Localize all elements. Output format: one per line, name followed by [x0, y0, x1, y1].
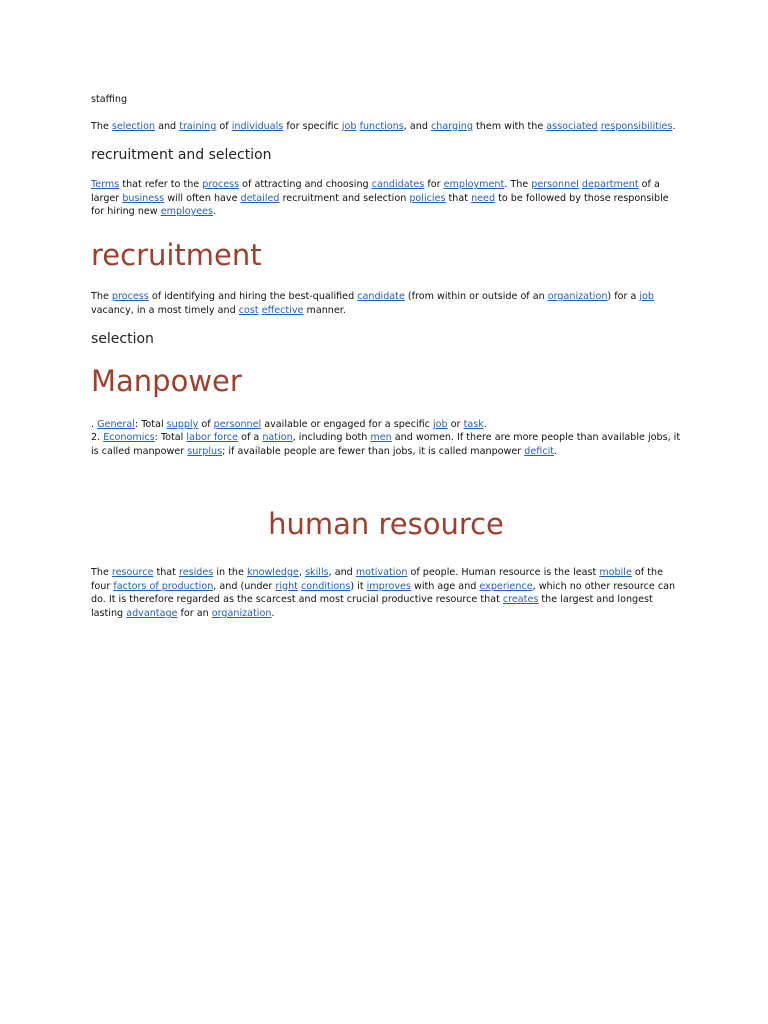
human-resource-heading: human resource — [268, 507, 504, 541]
link-personnel[interactable]: personnel — [531, 179, 579, 190]
link-conditions[interactable]: conditions — [301, 580, 351, 592]
link-selection[interactable]: selection — [111, 121, 156, 132]
link-experience[interactable]: experience — [479, 580, 533, 592]
text-run: . — [91, 419, 98, 430]
text-run: will often have — [164, 192, 241, 204]
link-associated[interactable]: associated — [546, 121, 598, 132]
link-need[interactable]: need — [471, 192, 496, 204]
recruitment-and-selection-heading: recruitment and selection — [91, 147, 272, 163]
text-run: : Total — [134, 419, 167, 430]
link-job[interactable]: job — [639, 291, 654, 302]
link-responsibilities[interactable]: responsibilities — [600, 121, 673, 132]
text-run: ) for a — [607, 291, 640, 302]
link-skills[interactable]: skills — [305, 567, 329, 578]
link-individuals[interactable]: individuals — [231, 121, 284, 132]
link-cost[interactable]: cost — [238, 304, 259, 316]
link-economics[interactable]: Economics — [103, 432, 155, 443]
text-run: of attracting and choosing — [239, 179, 372, 190]
link-policies[interactable]: policies — [409, 192, 446, 204]
text-run: of — [216, 121, 232, 132]
link-business[interactable]: business — [122, 192, 165, 204]
link-functions[interactable]: functions — [359, 121, 404, 132]
link-personnel[interactable]: personnel — [213, 419, 262, 430]
link-task[interactable]: task — [463, 419, 484, 430]
text-run: and — [155, 121, 180, 132]
manpower-economics-definition — [91, 431, 681, 458]
link-employees[interactable]: employees — [160, 206, 214, 218]
link-creates[interactable]: creates — [502, 594, 539, 606]
text-run: of a larger — [91, 179, 660, 204]
text-run: recruitment and selection — [279, 192, 410, 204]
text-run: . — [271, 607, 275, 619]
text-run: the largest and longest lasting — [91, 594, 653, 619]
text-run: with age and — [410, 580, 480, 592]
selection-heading: selection — [91, 331, 154, 347]
text-run: of people. Human resource is the least — [407, 567, 600, 578]
link-terms[interactable]: Terms — [91, 179, 120, 190]
link-factors-of-production[interactable]: factors of production — [113, 580, 214, 592]
link-process[interactable]: process — [111, 291, 149, 302]
text-run: vacancy, in a most timely and — [91, 304, 239, 316]
text-run: that — [153, 567, 179, 578]
text-run: or — [447, 419, 464, 430]
link-organization[interactable]: organization — [547, 291, 608, 302]
text-run: and women. If there are more people than available jobs, it is called manpower — [91, 432, 681, 457]
link-deficit[interactable]: deficit — [524, 445, 555, 457]
link-effective[interactable]: effective — [261, 304, 304, 316]
text-run: for specific — [283, 121, 342, 132]
text-run: , and (under — [213, 580, 276, 592]
text-run: (from within or outside of an — [404, 291, 548, 302]
link-employment[interactable]: employment — [443, 179, 505, 190]
text-run: 2. — [91, 432, 104, 443]
text-run: available or engaged for a specific — [261, 419, 434, 430]
link-charging[interactable]: charging — [430, 121, 473, 132]
text-run: . The — [504, 179, 532, 190]
link-organization[interactable]: organization — [211, 607, 272, 619]
manpower-general-definition — [91, 418, 681, 432]
text-run: The — [91, 567, 112, 578]
text-run: ; if available people are fewer than jobs, it is called manpower — [222, 445, 525, 457]
text-run: of — [198, 419, 214, 430]
link-surplus[interactable]: surplus — [187, 445, 223, 457]
text-run: . — [554, 445, 558, 457]
link-detailed[interactable]: detailed — [240, 192, 280, 204]
link-right[interactable]: right — [275, 580, 298, 592]
link-candidates[interactable]: candidates — [371, 179, 425, 190]
link-nation[interactable]: nation — [262, 432, 293, 443]
recruitment-and-selection-definition — [91, 178, 681, 219]
text-run: ) it — [350, 580, 367, 592]
text-run: that — [445, 192, 472, 204]
link-candidate[interactable]: candidate — [357, 291, 405, 302]
link-motivation[interactable]: motivation — [355, 567, 408, 578]
text-run: to be followed by those responsible for hiring new — [91, 192, 669, 218]
link-improves[interactable]: improves — [366, 580, 411, 592]
staffing-definition — [91, 120, 681, 134]
text-run: , including both — [292, 432, 371, 443]
link-resource[interactable]: resource — [111, 567, 154, 578]
link-advantage[interactable]: advantage — [126, 607, 178, 619]
text-run: , which no other resource can do. It is therefore regarded as the scarcest and most crucial productive resource that — [91, 580, 676, 606]
text-run: The — [91, 121, 112, 132]
text-run: The — [91, 291, 112, 302]
text-run: them with the — [472, 121, 547, 132]
text-run: . — [213, 206, 217, 218]
text-run: in the — [213, 567, 247, 578]
link-process[interactable]: process — [202, 179, 240, 190]
link-department[interactable]: department — [581, 179, 639, 190]
text-run: of the four — [91, 567, 663, 592]
link-job[interactable]: job — [341, 121, 357, 132]
text-run: of identifying and hiring the best-qualified — [148, 291, 358, 302]
manpower-heading: Manpower — [91, 364, 242, 398]
link-men[interactable]: men — [370, 432, 392, 443]
text-run: for an — [177, 607, 212, 619]
human-resource-definition — [91, 566, 681, 620]
text-run: manner. — [303, 304, 346, 316]
link-supply[interactable]: supply — [166, 419, 199, 430]
recruitment-definition — [91, 290, 681, 317]
recruitment-heading: recruitment — [91, 238, 262, 272]
text-run: of a — [238, 432, 263, 443]
text-run: , and — [403, 121, 431, 132]
text-run: that refer to the — [119, 179, 203, 190]
text-run: : Total — [154, 432, 187, 443]
text-run: . — [483, 419, 487, 430]
text-run: , — [298, 567, 306, 578]
text-run: . — [672, 121, 676, 132]
link-training[interactable]: training — [179, 121, 217, 132]
text-run: , and — [328, 567, 356, 578]
link-mobile[interactable]: mobile — [599, 567, 632, 578]
link-job[interactable]: job — [433, 419, 448, 430]
link-knowledge[interactable]: knowledge — [246, 567, 299, 578]
link-labor-force[interactable]: labor force — [186, 432, 239, 443]
link-general[interactable]: General — [97, 419, 135, 430]
link-resides[interactable]: resides — [179, 567, 214, 578]
staffing-title: staffing — [91, 94, 128, 105]
text-run: for — [424, 179, 444, 190]
